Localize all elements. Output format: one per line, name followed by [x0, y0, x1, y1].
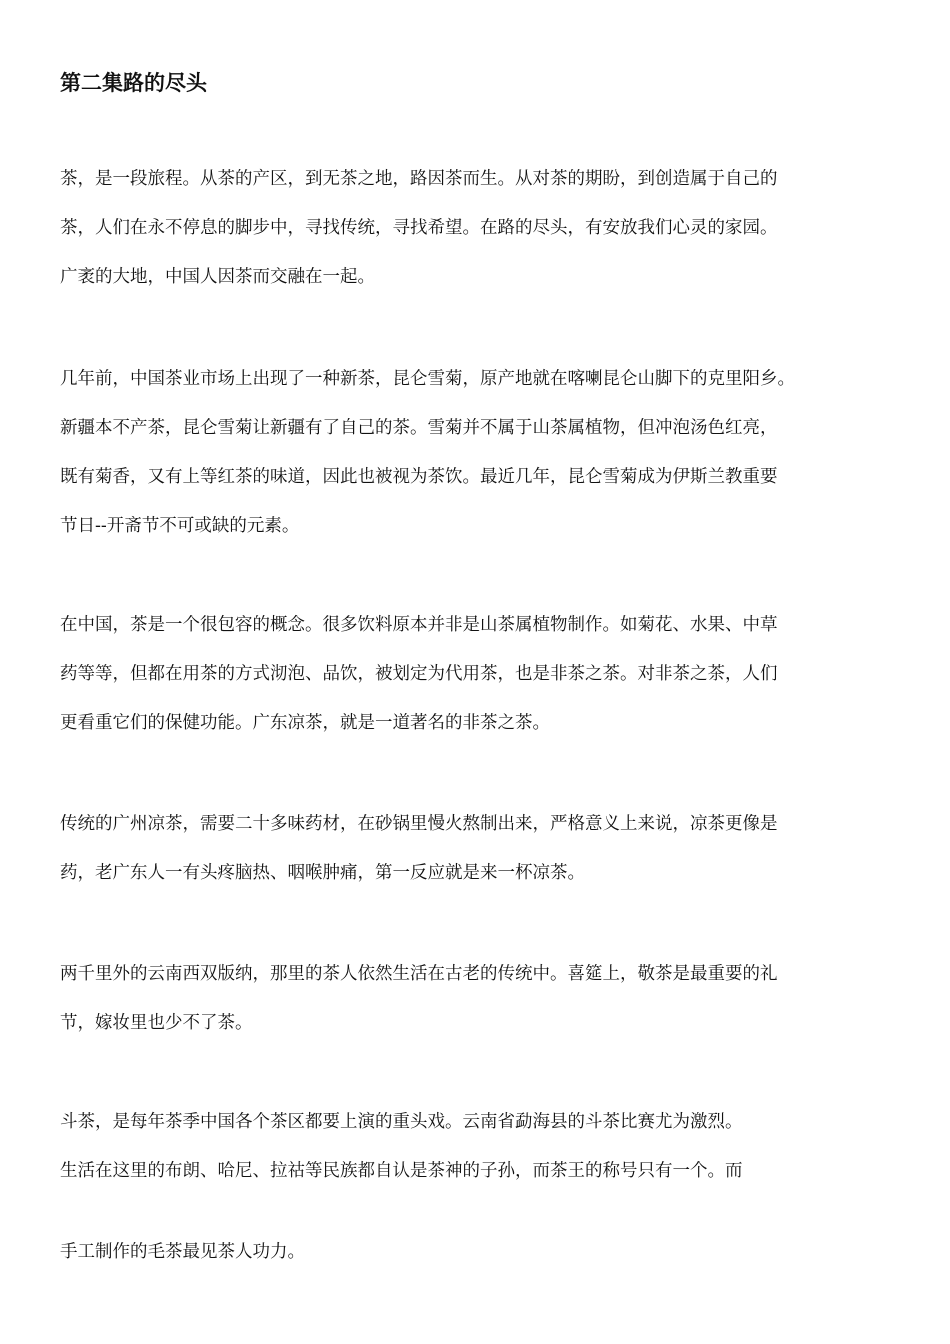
text-line: 广袤的大地，中国人因茶而交融在一起。: [60, 267, 375, 287]
text-line: 茶，是一段旅程。从茶的产区，到无茶之地，路因茶而生。从对茶的期盼，到创造属于自己的: [60, 169, 778, 189]
text-line: 茶，人们在永不停息的脚步中，寻找传统，寻找希望。在路的尽头，有安放我们心灵的家园。: [60, 218, 778, 238]
text-line: 几年前，中国茶业市场上出现了一种新茶，昆仑雪菊，原产地就在喀喇昆仑山脚下的克里阳乡。: [60, 369, 795, 389]
text-line: 药，老广东人一有头疼脑热、咽喉肿痛，第一反应就是来一杯凉茶。: [60, 863, 585, 883]
text-line: 生活在这里的布朗、哈尼、拉祜等民族都自认是茶神的子孙，而茶王的称号只有一个。而: [60, 1161, 743, 1181]
paragraph-2: [60, 362, 795, 558]
paragraph-6: [60, 1105, 743, 1203]
text-line: 既有菊香，又有上等红茶的味道，因此也被视为茶饮。最近几年，昆仑雪菊成为伊斯兰教重要: [60, 467, 778, 487]
text-line: 节日--开斋节不可或缺的元素。: [60, 516, 300, 536]
text-line: 在中国，茶是一个很包容的概念。很多饮料原本并非是山茶属植物制作。如菊花、水果、中草: [60, 615, 778, 635]
text-line: 新疆本不产茶，昆仑雪菊让新疆有了自己的茶。雪菊并不属于山茶属植物，但冲泡汤色红亮，: [60, 418, 778, 438]
text-line: 传统的广州凉茶，需要二十多味药材，在砂锅里慢火熬制出来，严格意义上来说，凉茶更像是: [60, 814, 778, 834]
text-line: 更看重它们的保健功能。广东凉茶，就是一道著名的非茶之茶。: [60, 713, 550, 733]
paragraph-7: [60, 1235, 305, 1284]
text-line: 两千里外的云南西双版纳，那里的茶人依然生活在古老的传统中。喜筵上，敬茶是最重要的礼: [60, 964, 778, 984]
paragraph-3: [60, 608, 778, 755]
paragraph-4: [60, 807, 778, 905]
text-line: 斗茶，是每年茶季中国各个茶区都要上演的重头戏。云南省勐海县的斗茶比赛尤为激烈。: [60, 1112, 743, 1132]
page-title: 第二集路的尽头: [60, 71, 207, 95]
paragraph-1: [60, 162, 778, 309]
text-line: 药等等，但都在用茶的方式沏泡、品饮，被划定为代用茶，也是非茶之茶。对非茶之茶，人们: [60, 664, 778, 684]
paragraph-5: [60, 957, 778, 1055]
text-line: 节，嫁妆里也少不了茶。: [60, 1013, 253, 1033]
text-line: 手工制作的毛茶最见茶人功力。: [60, 1242, 305, 1262]
